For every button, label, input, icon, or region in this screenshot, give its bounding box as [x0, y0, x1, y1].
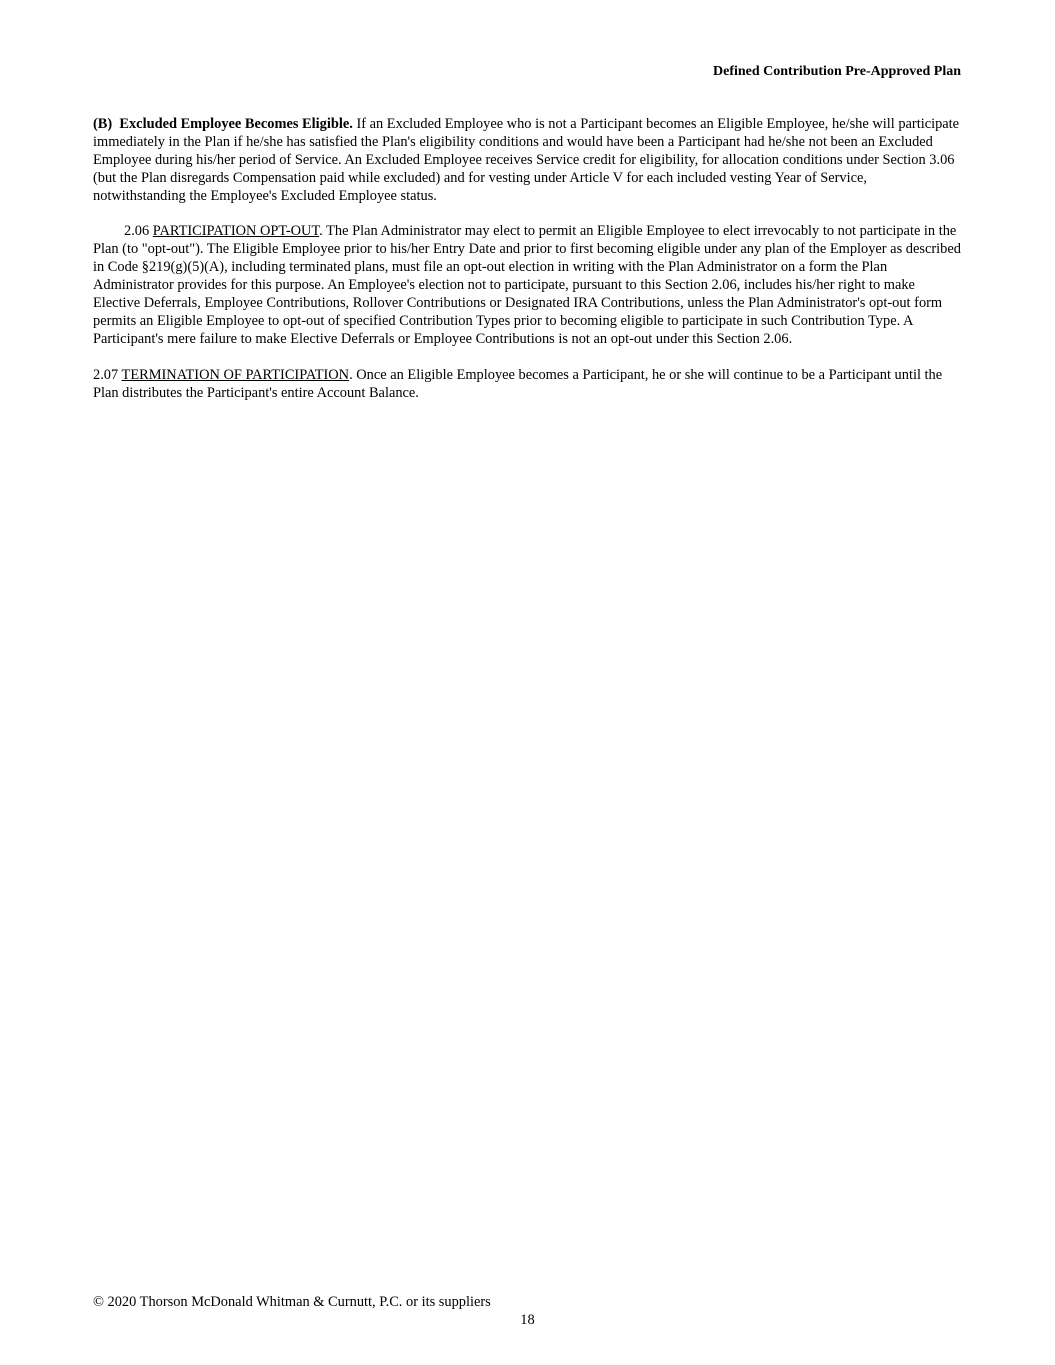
- footer-copyright: © 2020 Thorson McDonald Whitman & Curnutt, P.C. or its suppliers: [93, 1294, 491, 1310]
- page-number: 18: [520, 1312, 535, 1328]
- section-number: 2.06: [124, 223, 153, 240]
- section-2-07-termination-of-participation: [93, 367, 963, 403]
- paragraph-heading: Excluded Employee Becomes Eligible.: [119, 116, 353, 132]
- section-text: . Once an Eligible Employee becomes a Participant, he or she will continue to be a Participant until the Plan distributes the Participant's entire Account Balance.: [93, 366, 943, 401]
- section-heading: TERMINATION OF PARTICIPATION: [121, 366, 350, 383]
- paragraph-excluded-employee-becomes-eligible: [93, 116, 963, 206]
- section-number: 2.07: [93, 366, 122, 383]
- section-heading: PARTICIPATION OPT-OUT: [152, 223, 320, 240]
- paragraph-label: (B): [93, 116, 113, 132]
- section-text: . The Plan Administrator may elect to permit an Eligible Employee to elect irrevocably to not participate in the Plan (to "opt-out"). The Eligible Employee prior to his/her Entry Date and prior to first becoming eligible under any plan of the Employer as described in Code §219(g)(5)(A), including terminated plans, must file an opt-out election in writing with the Plan Administrator on a form the Plan Administrator provides for this purpose. An Employee's election not to participate, pursuant to this Section 2.06, includes his/her right to make Elective Deferrals, Employee Contributions, Rollover Contributions or Designated IRA Contributions, unless the Plan Administrator's opt-out form permits an Eligible Employee to opt-out of specified Contribution Types prior to becoming eligible to participate in such Contribution Type. A Participant's mere failure to make Elective Deferrals or Employee Contributions is not an opt-out under this Section 2.06.: [93, 223, 961, 347]
- section-2-06-participation-opt-out: [93, 223, 963, 348]
- running-header: Defined Contribution Pre-Approved Plan: [713, 64, 961, 79]
- document-body: [93, 116, 963, 420]
- paragraph-text: If an Excluded Employee who is not a Participant becomes an Eligible Employee, he/she will participate immediately in the Plan if he/she has satisfied the Plan's eligibility conditions and would have been a Participant had he/she not been an Excluded Employee during his/her period of Service. An Excluded Employee receives Service credit for eligibility, for allocation conditions under Section 3.06 (but the Plan disregards Compensation paid while excluded) and for vesting under Article V for each included vesting Year of Service, notwithstanding the Employee's Excluded Employee status.: [93, 116, 960, 204]
